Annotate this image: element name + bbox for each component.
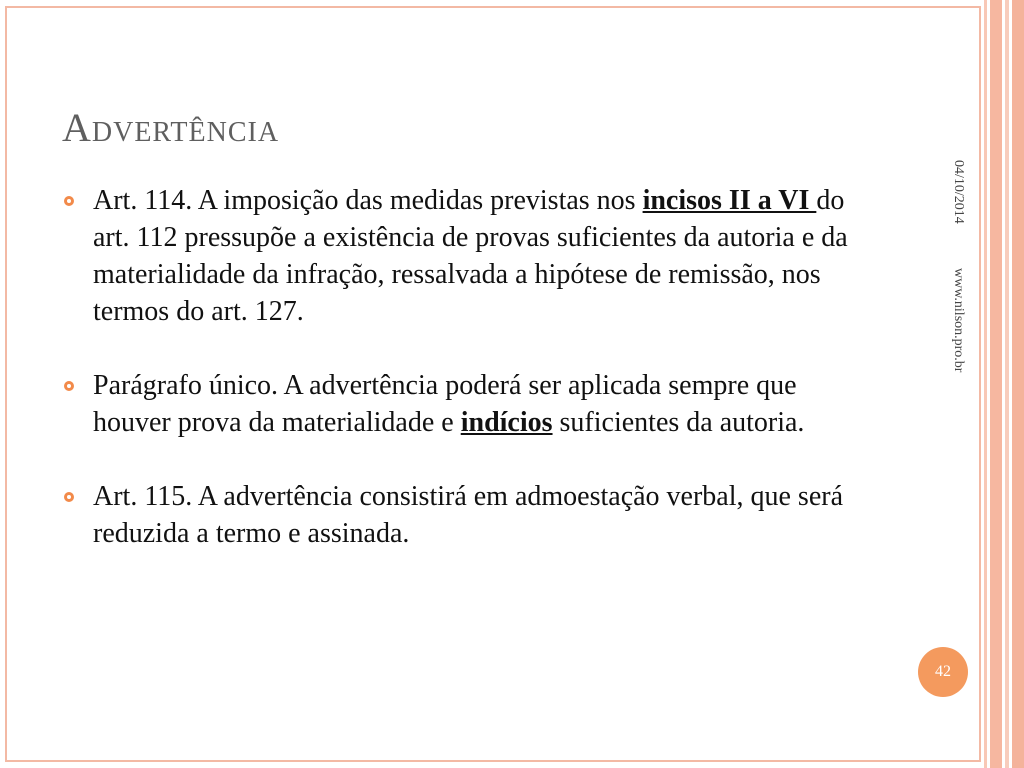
- bullet-paragrafo-unico: [62, 367, 872, 441]
- bullet-list: [62, 182, 872, 552]
- bullet-art-114: [62, 182, 872, 330]
- bullet-text: Parágrafo único. A advertência poderá ser aplicada sempre que houver prova da materialidade e: [93, 370, 797, 438]
- bullet-text: do art. 112 pressupõe a existência de provas suficientes da autoria e da materialidade da infração, ressalvada a hipótese de remissão, nos termos do art. 127.: [93, 185, 848, 327]
- website-label: www.nilson.pro.br: [951, 268, 966, 373]
- decor-stripe: [990, 0, 1002, 768]
- emphasis-text: incisos II a VI: [642, 185, 817, 216]
- bullet-circle-icon: [64, 381, 74, 391]
- decor-stripe: [1012, 0, 1024, 768]
- page-number-badge: 42: [918, 647, 968, 697]
- decor-stripe: [984, 0, 987, 768]
- decor-stripe: [1005, 0, 1009, 768]
- bullet-circle-icon: [64, 196, 74, 206]
- slide-date: 04/10/2014: [951, 160, 966, 224]
- emphasis-text: indícios: [460, 407, 553, 438]
- bullet-text: Art. 115. A advertência consistirá em admoestação verbal, que será reduzida a termo e assinada.: [93, 481, 844, 549]
- bullet-circle-icon: [64, 492, 74, 502]
- bullet-art-115: [62, 478, 872, 552]
- slide-title: Advertência: [62, 105, 280, 150]
- bullet-text: Art. 114. A imposição das medidas previstas nos: [93, 185, 643, 216]
- bullet-text: suficientes da autoria.: [552, 407, 805, 438]
